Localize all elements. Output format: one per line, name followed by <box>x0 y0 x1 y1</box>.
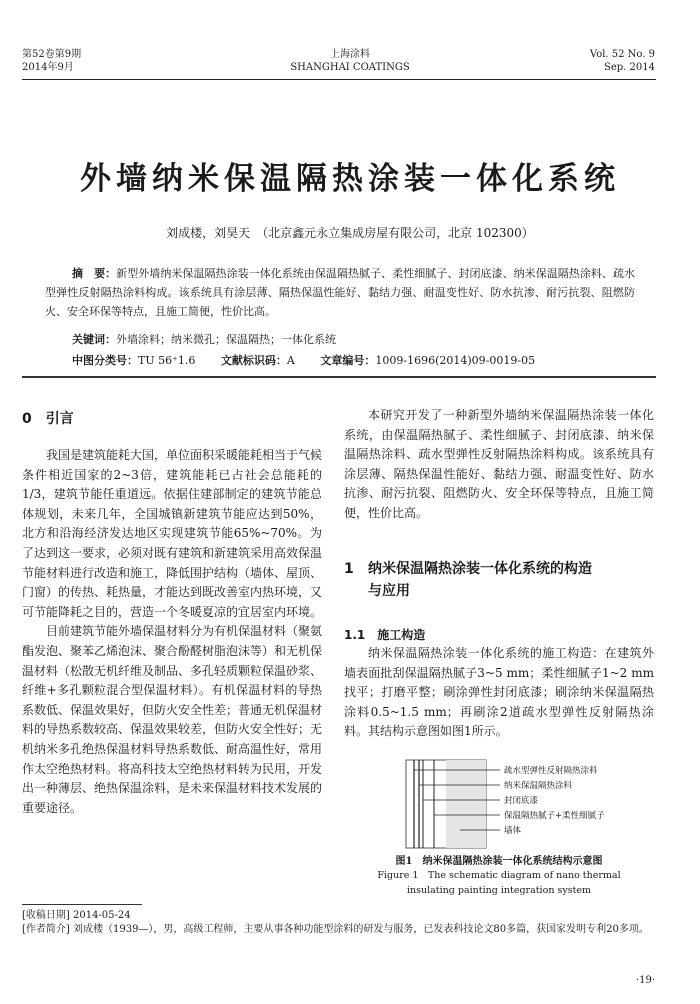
left-column-body <box>22 446 322 818</box>
author-intro: [作者简介] 刘成楼（1939—），男，高级工程师，主要从事各种功能型涂料的研发与服务，已发表科技论文80多篇，获国家发明专利20多项。 <box>22 924 649 935</box>
issue-date-en: Sep. 2014 <box>604 62 655 73</box>
figure-caption-en-2: insulating painting integration system <box>406 885 592 896</box>
page-number: ·19· <box>635 975 655 986</box>
clc-number <box>72 354 195 367</box>
section-1-1-body <box>344 644 654 742</box>
doc-code <box>221 354 295 367</box>
doc-value: A <box>286 354 295 367</box>
fig-label-wall: 墙体 <box>504 826 522 836</box>
layer-wall <box>446 760 486 848</box>
abstract-label: 摘 要： <box>72 267 117 280</box>
section-1-title-1: 纳米保温隔热涂装一体化系统的构造 <box>368 561 592 577</box>
structure-diagram <box>360 758 650 853</box>
intro-paragraph-1: 我国是建筑能耗大国，单位面积采暖能耗相当于气候条件相近国家的2~3倍，建筑能耗已占社会总能耗的1/3，建筑节能任重道远。依据住建部制定的建筑节能总体规划，未来几年，全国城镇新建筑节能应达到50%，北方和沿海经济发达地区实现建筑节能65%~70%。为了达到这一要求，必须对既有建筑和新建筑采用高效保温节能材料进行改造和施工，降低围护结构（墙体、屋顶、门窗）的传热、耗热量，才能达到既改善室内热环境，又可节能降耗之目的，营造一个冬暖夏凉的宜居室内环境。 <box>22 448 323 619</box>
journal-name-cn: 上海涂料 <box>330 49 370 60</box>
classification-row <box>72 352 632 368</box>
section-1-1-heading: 1.1 施工构造 <box>344 628 426 642</box>
footnote-rule <box>22 904 142 905</box>
keywords <box>72 331 336 347</box>
keywords-text: 外墙涂料；纳米微孔；保温隔热；一体化系统 <box>116 333 336 346</box>
article-title: 外墙纳米保温隔热涂装一体化系统 <box>80 161 620 197</box>
section-0-heading: 0 引言 <box>22 411 74 427</box>
journal-name-en: SHANGHAI COATINGS <box>290 62 410 73</box>
journal-issue-en <box>590 48 655 74</box>
clc-value: TU 56⁺1.6 <box>138 354 196 367</box>
art-value: 1009-1696(2014)09-0019-05 <box>375 354 536 367</box>
issue-volume-en: Vol. 52 No. 9 <box>589 49 655 60</box>
keywords-label: 关键词： <box>72 333 116 346</box>
abstract-text: 新型外墙纳米保温隔热涂装一体化系统由保温隔热腻子、柔性细腻子、封闭底漆、纳米保温隔热涂料、疏水型弹性反射隔热涂料构成。该系统具有涂层薄、隔热保温性能好、黏结力强、耐温变性好、防水抗渗、耐污抗裂、阻燃防火、安全环保等特点，且施工简便，性价比高。 <box>45 267 636 318</box>
issue-volume: 第52卷第9期 <box>22 49 82 60</box>
section-1-title-2: 与应用 <box>368 583 410 599</box>
header-rule <box>22 79 656 80</box>
fig-label-nano: 纳米保温隔热涂料 <box>504 781 573 791</box>
issue-date: 2014年9月 <box>22 62 74 73</box>
right-paragraph-1: 本研究开发了一种新型外墙纳米保温隔热涂装一体化系统，由保温隔热腻子、柔性细腻子、封闭底漆、纳米保温隔热涂料、疏水型弹性反射隔热涂料构成。该系统具有涂层薄、隔热保温性能好、黏结力强、耐温变性好、防水抗渗、耐污抗裂、阻燃防火、安全环保等特点，且施工简便，性价比高。 <box>344 408 654 520</box>
art-label: 文章编号： <box>320 354 376 367</box>
fig-label-topcoat: 疏水型弹性反射隔热涂料 <box>504 766 598 776</box>
article-number <box>320 354 535 367</box>
construction-paragraph: 纳米保温隔热涂装一体化系统的施工构造：在建筑外墙表面批刮保温隔热腻子3~5 mm；柔性细腻子1~2 mm找平；打磨平整；刷涂弹性封闭底漆；刷涂纳米保温隔热涂料0.5~1.5 mm；再刷涂2道疏水型弹性反射隔热涂料。其结构示意图如图1所示。 <box>344 646 654 739</box>
doc-label: 文献标识码： <box>220 354 287 367</box>
clc-label: 中图分类号： <box>72 354 138 367</box>
right-intro <box>344 406 654 524</box>
fig-label-primer: 封闭底漆 <box>504 796 539 806</box>
abstract-rule <box>22 376 656 378</box>
abstract <box>45 264 635 321</box>
section-1-number: 1 <box>344 561 354 577</box>
section-1-heading <box>344 558 654 602</box>
figure-caption-en <box>344 868 654 898</box>
article-authors: 刘成楼，刘昊天 （北京鑫元永立集成房屋有限公司，北京 102300） <box>166 226 534 240</box>
received-date: [收稿日期] 2014-05-24 <box>22 910 131 921</box>
intro-paragraph-2: 目前建筑节能外墙保温材料分为有机保温材料（聚氨酯发泡、聚苯乙烯泡沫、聚合酚醛树脂泡沫等）和无机保温材料（松散无机纤维及制品、多孔轻质颗粒保温砂浆、纤维+多孔颗粒混合型保温材料）。有机保温材料的导热系数低、保温效果好，但防火安全性差；普通无机保温材料的导热系数较高、保温效果较差，但防火安全性好；无机纳米多孔绝热保温材料导热系数低、耐高温性好，常用作太空绝热材料。将高科技太空绝热材料转为民用，开发出一种薄层、绝热保温涂料，是未来保温材料技术发展的重要途径。 <box>22 624 323 815</box>
figure-caption-en-1: Figure 1 The schematic diagram of nano thermal <box>377 870 621 881</box>
figure-caption-cn: 图1 纳米保温隔热涂装一体化系统结构示意图 <box>395 856 603 867</box>
fig-label-putty: 保温隔热腻子+柔性细腻子 <box>504 811 605 821</box>
footnote <box>22 909 658 937</box>
